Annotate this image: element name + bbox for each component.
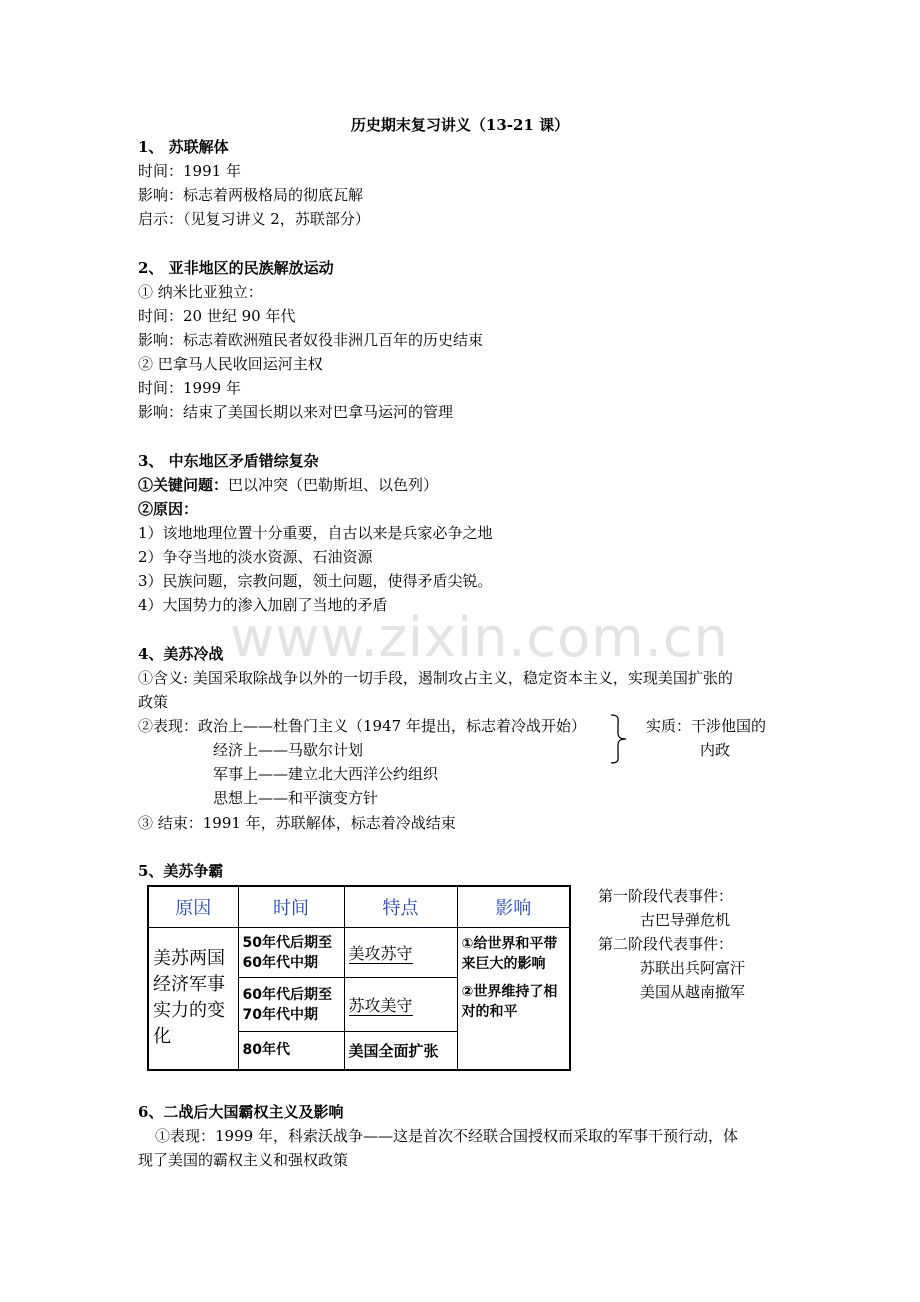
section-1-insight: 启示：（见复习讲义 2，苏联部分） [138, 210, 370, 228]
section-1-impact: 影响：标志着两极格局的彻底瓦解 [138, 186, 364, 204]
section-4-heading: 4、美苏冷战 [138, 645, 224, 663]
reason-item: 1）该地地理位置十分重要，自古以来是兵家必争之地 [138, 524, 493, 542]
section-2-heading: 2、 亚非地区的民族解放运动 [138, 259, 334, 277]
section-2-item-1: ① 纳米比亚独立： [138, 283, 263, 301]
section-2-impact-1: 影响：标志着欧洲殖民者奴役非洲几百年的历史结束 [138, 331, 484, 349]
cold-war-show-economic: 经济上——马歇尔计划 [213, 741, 364, 759]
cold-war-essence-1: 实质：干涉他国的 [646, 717, 767, 735]
stage-1-label: 第一阶段代表事件： [598, 887, 734, 905]
cold-war-end: ③ 结束：1991 年，苏联解体，标志着冷战结束 [138, 814, 456, 832]
reason-item: 4）大国势力的渗入加剧了当地的矛盾 [138, 596, 388, 614]
section-1-heading: 1、 苏联解体 [138, 138, 229, 156]
table-cell-period: 60年代后期至70年代中期 [238, 978, 344, 1032]
section-3-cause-label: ②原因： [138, 500, 199, 518]
section-1-time: 时间：1991 年 [138, 162, 241, 180]
table-cell-feature [344, 978, 457, 1032]
section-2-time-2: 时间：1999 年 [138, 379, 241, 397]
table-cell-feature [344, 928, 457, 978]
stage-2-event: 苏联出兵阿富汗 [640, 959, 746, 977]
reason-item: 2）争夺当地的淡水资源、石油资源 [138, 548, 373, 566]
table-cell-feature: 美国全面扩张 [344, 1032, 457, 1070]
feature-text: 美攻苏守 [348, 944, 413, 963]
page-title: 历史期末复习讲义（13-21 课） [350, 116, 570, 134]
table-cell-impact [457, 928, 570, 1070]
key-issue-label: ①关键问题： [138, 476, 229, 494]
section-3-heading: 3、 中东地区矛盾错综复杂 [138, 452, 319, 470]
feature-text: 苏攻美守 [348, 996, 413, 1015]
table-cell-period: 80年代 [238, 1032, 344, 1070]
stage-2-event: 美国从越南撤军 [640, 983, 746, 1001]
rivalry-table [147, 885, 571, 1071]
cold-war-meaning-2: 政策 [138, 693, 169, 711]
right-brace-icon [608, 713, 630, 765]
cold-war-show-military: 军事上——建立北大西洋公约组织 [213, 765, 439, 783]
stage-1-event: 古巴导弹危机 [640, 911, 731, 929]
table-header: 时间 [238, 886, 344, 928]
section-2-item-2: ② 巴拿马人民收回运河主权 [138, 355, 323, 373]
stage-2-label: 第二阶段代表事件： [598, 935, 734, 953]
section-5-heading: 5、美苏争霸 [138, 862, 224, 880]
impact-item: ①给世界和平带来巨大的影响 [461, 936, 558, 972]
section-3-key-issue [138, 475, 438, 495]
cold-war-essence-2: 内政 [700, 741, 731, 759]
cold-war-meaning-1: ①含义: 美国采取除战争以外的一切手段，遏制攻占主义，稳定资本主义，实现美国扩张的 [138, 669, 733, 687]
table-cell-cause: 美苏两国经济军事实力的变化 [148, 928, 238, 1070]
impact-item: ②世界维持了相对的和平 [461, 984, 558, 1020]
section-6-heading: 6、二战后大国霸权主义及影响 [138, 1103, 344, 1121]
section-2-impact-2: 影响：结束了美国长期以来对巴拿马运河的管理 [138, 403, 454, 421]
table-header: 影响 [457, 886, 570, 928]
table-cell-period: 50年代后期至60年代中期 [238, 928, 344, 978]
section-2-time-1: 时间：20 世纪 90 年代 [138, 307, 296, 325]
table-header: 特点 [344, 886, 457, 928]
section-6-text-2: 现了美国的霸权主义和强权政策 [138, 1151, 349, 1169]
cold-war-show-political: ②表现：政治上——杜鲁门主义（1947 年提出，标志着冷战开始） [138, 717, 586, 735]
section-6-text-1: ①表现：1999 年，科索沃战争——这是首次不经联合国授权而采取的军事干预行动，体 [155, 1127, 738, 1145]
table-header: 原因 [148, 886, 238, 928]
watermark: www.zixin.com.cn [230, 606, 729, 669]
cold-war-show-ideology: 思想上——和平演变方针 [213, 789, 379, 807]
reason-item: 3）民族问题，宗教问题，领土问题，使得矛盾尖锐。 [138, 572, 493, 590]
key-issue-text: 巴以冲突（巴勒斯坦、以色列） [228, 476, 439, 494]
